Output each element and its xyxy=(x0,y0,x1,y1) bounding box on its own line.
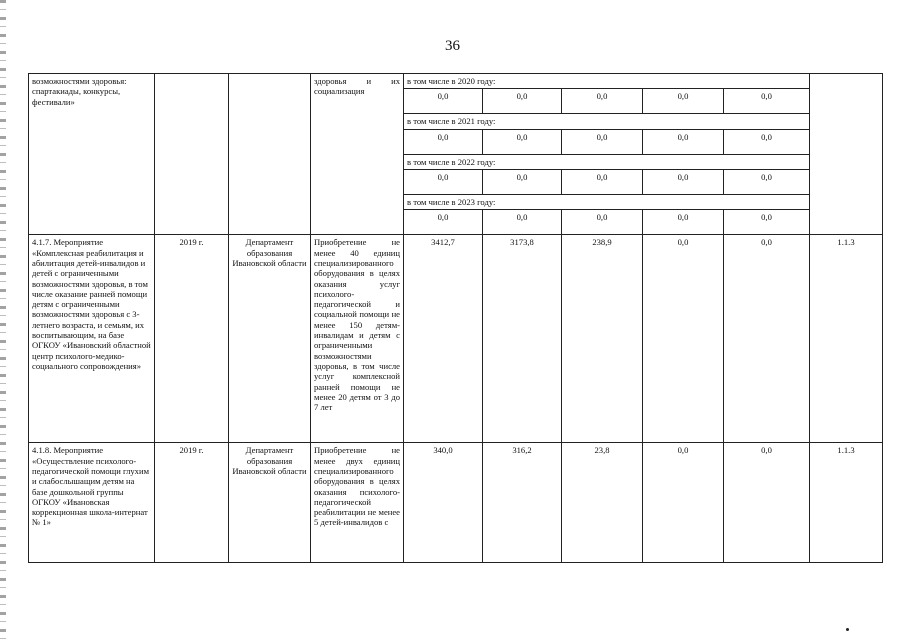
value-cell: 0,0 xyxy=(724,210,810,235)
year-subtotal-label: в том числе в 2020 году: xyxy=(404,74,810,89)
value-cell: 0,0 xyxy=(724,89,810,114)
year-subtotal-label: в том числе в 2023 году: xyxy=(404,194,810,209)
value-cell: 316,2 xyxy=(483,443,562,563)
scan-edge-marks xyxy=(0,0,6,640)
value-cell: 0,0 xyxy=(483,169,562,194)
value-cell: 3412,7 xyxy=(404,235,483,443)
value-cell: 0,0 xyxy=(643,169,724,194)
executor-cell: Департамент образования Ивановской области xyxy=(229,235,311,443)
value-cell: 0,0 xyxy=(404,169,483,194)
measure-name-cell: возможностями здоровья: спартакиады, конкурсы, фестивали» xyxy=(29,74,155,235)
value-cell: 0,0 xyxy=(562,169,643,194)
code-cell: 1.1.3 xyxy=(810,443,883,563)
value-cell: 0,0 xyxy=(483,129,562,154)
value-cell: 0,0 xyxy=(643,235,724,443)
value-cell: 0,0 xyxy=(404,129,483,154)
value-cell: 0,0 xyxy=(724,443,810,563)
value-cell: 0,0 xyxy=(562,89,643,114)
year-subtotal-label: в том числе в 2021 году: xyxy=(404,114,810,129)
value-cell: 0,0 xyxy=(404,89,483,114)
value-cell: 0,0 xyxy=(643,89,724,114)
year-cell: 2019 г. xyxy=(155,235,229,443)
table-row xyxy=(29,235,883,443)
value-cell: 340,0 xyxy=(404,443,483,563)
value-cell: 0,0 xyxy=(483,210,562,235)
scan-speck xyxy=(846,628,849,631)
value-cell: 238,9 xyxy=(562,235,643,443)
value-cell: 0,0 xyxy=(483,89,562,114)
executor-cell: Департамент образования Ивановской области xyxy=(229,443,311,563)
code-cell: 1.1.3 xyxy=(810,235,883,443)
value-cell: 0,0 xyxy=(562,129,643,154)
value-cell: 0,0 xyxy=(562,210,643,235)
result-cell: Приобретение не менее двух единиц специализированного оборудования в целях оказания психолого-педагогической реабилитации не менее 5 детей-инвалидов с xyxy=(311,443,404,563)
executor-cell xyxy=(229,74,311,235)
year-subtotal-label: в том числе в 2022 году: xyxy=(404,154,810,169)
value-cell: 23,8 xyxy=(562,443,643,563)
value-cell: 0,0 xyxy=(643,443,724,563)
table-row xyxy=(29,74,883,89)
value-cell: 3173,8 xyxy=(483,235,562,443)
value-cell: 0,0 xyxy=(724,129,810,154)
year-cell: 2019 г. xyxy=(155,443,229,563)
table-row xyxy=(29,443,883,563)
page-number: 36 xyxy=(445,38,460,54)
value-cell: 0,0 xyxy=(643,129,724,154)
code-cell xyxy=(810,74,883,235)
value-cell: 0,0 xyxy=(724,169,810,194)
value-cell: 0,0 xyxy=(643,210,724,235)
result-cell: здоровья и их социализация xyxy=(311,74,404,235)
measure-name-cell: 4.1.8. Мероприятие «Осуществление психолого-педагогической помощи глухим и слабослышащим детям на базе дошкольной группы ОГКОУ «Ивановская коррекционная школа-интернат № 1» xyxy=(29,443,155,563)
program-table xyxy=(28,73,883,563)
measure-name-cell: 4.1.7. Мероприятие «Комплексная реабилитация и абилитация детей-инвалидов и детей с ограниченными возможностями здоровья, в том числе оказание ранней помощи детям с ограниченными возможностями здоровья с 3-летнего возраста, и семьям, их воспитывающим, на базе ОГКОУ «Ивановский областной центр психолого-медико-социального сопровождения» xyxy=(29,235,155,443)
year-cell xyxy=(155,74,229,235)
value-cell: 0,0 xyxy=(724,235,810,443)
result-cell: Приобретение не менее 40 единиц специализированного оборудования в целях оказания услуг психолого-педагогической и социальной помощи не менее 150 детям-инвалидам и детям с ограниченными возможностями здоровья, в том числе услуг комплексной ранней помощи не менее 20 детям от 3 до 7 лет xyxy=(311,235,404,443)
value-cell: 0,0 xyxy=(404,210,483,235)
